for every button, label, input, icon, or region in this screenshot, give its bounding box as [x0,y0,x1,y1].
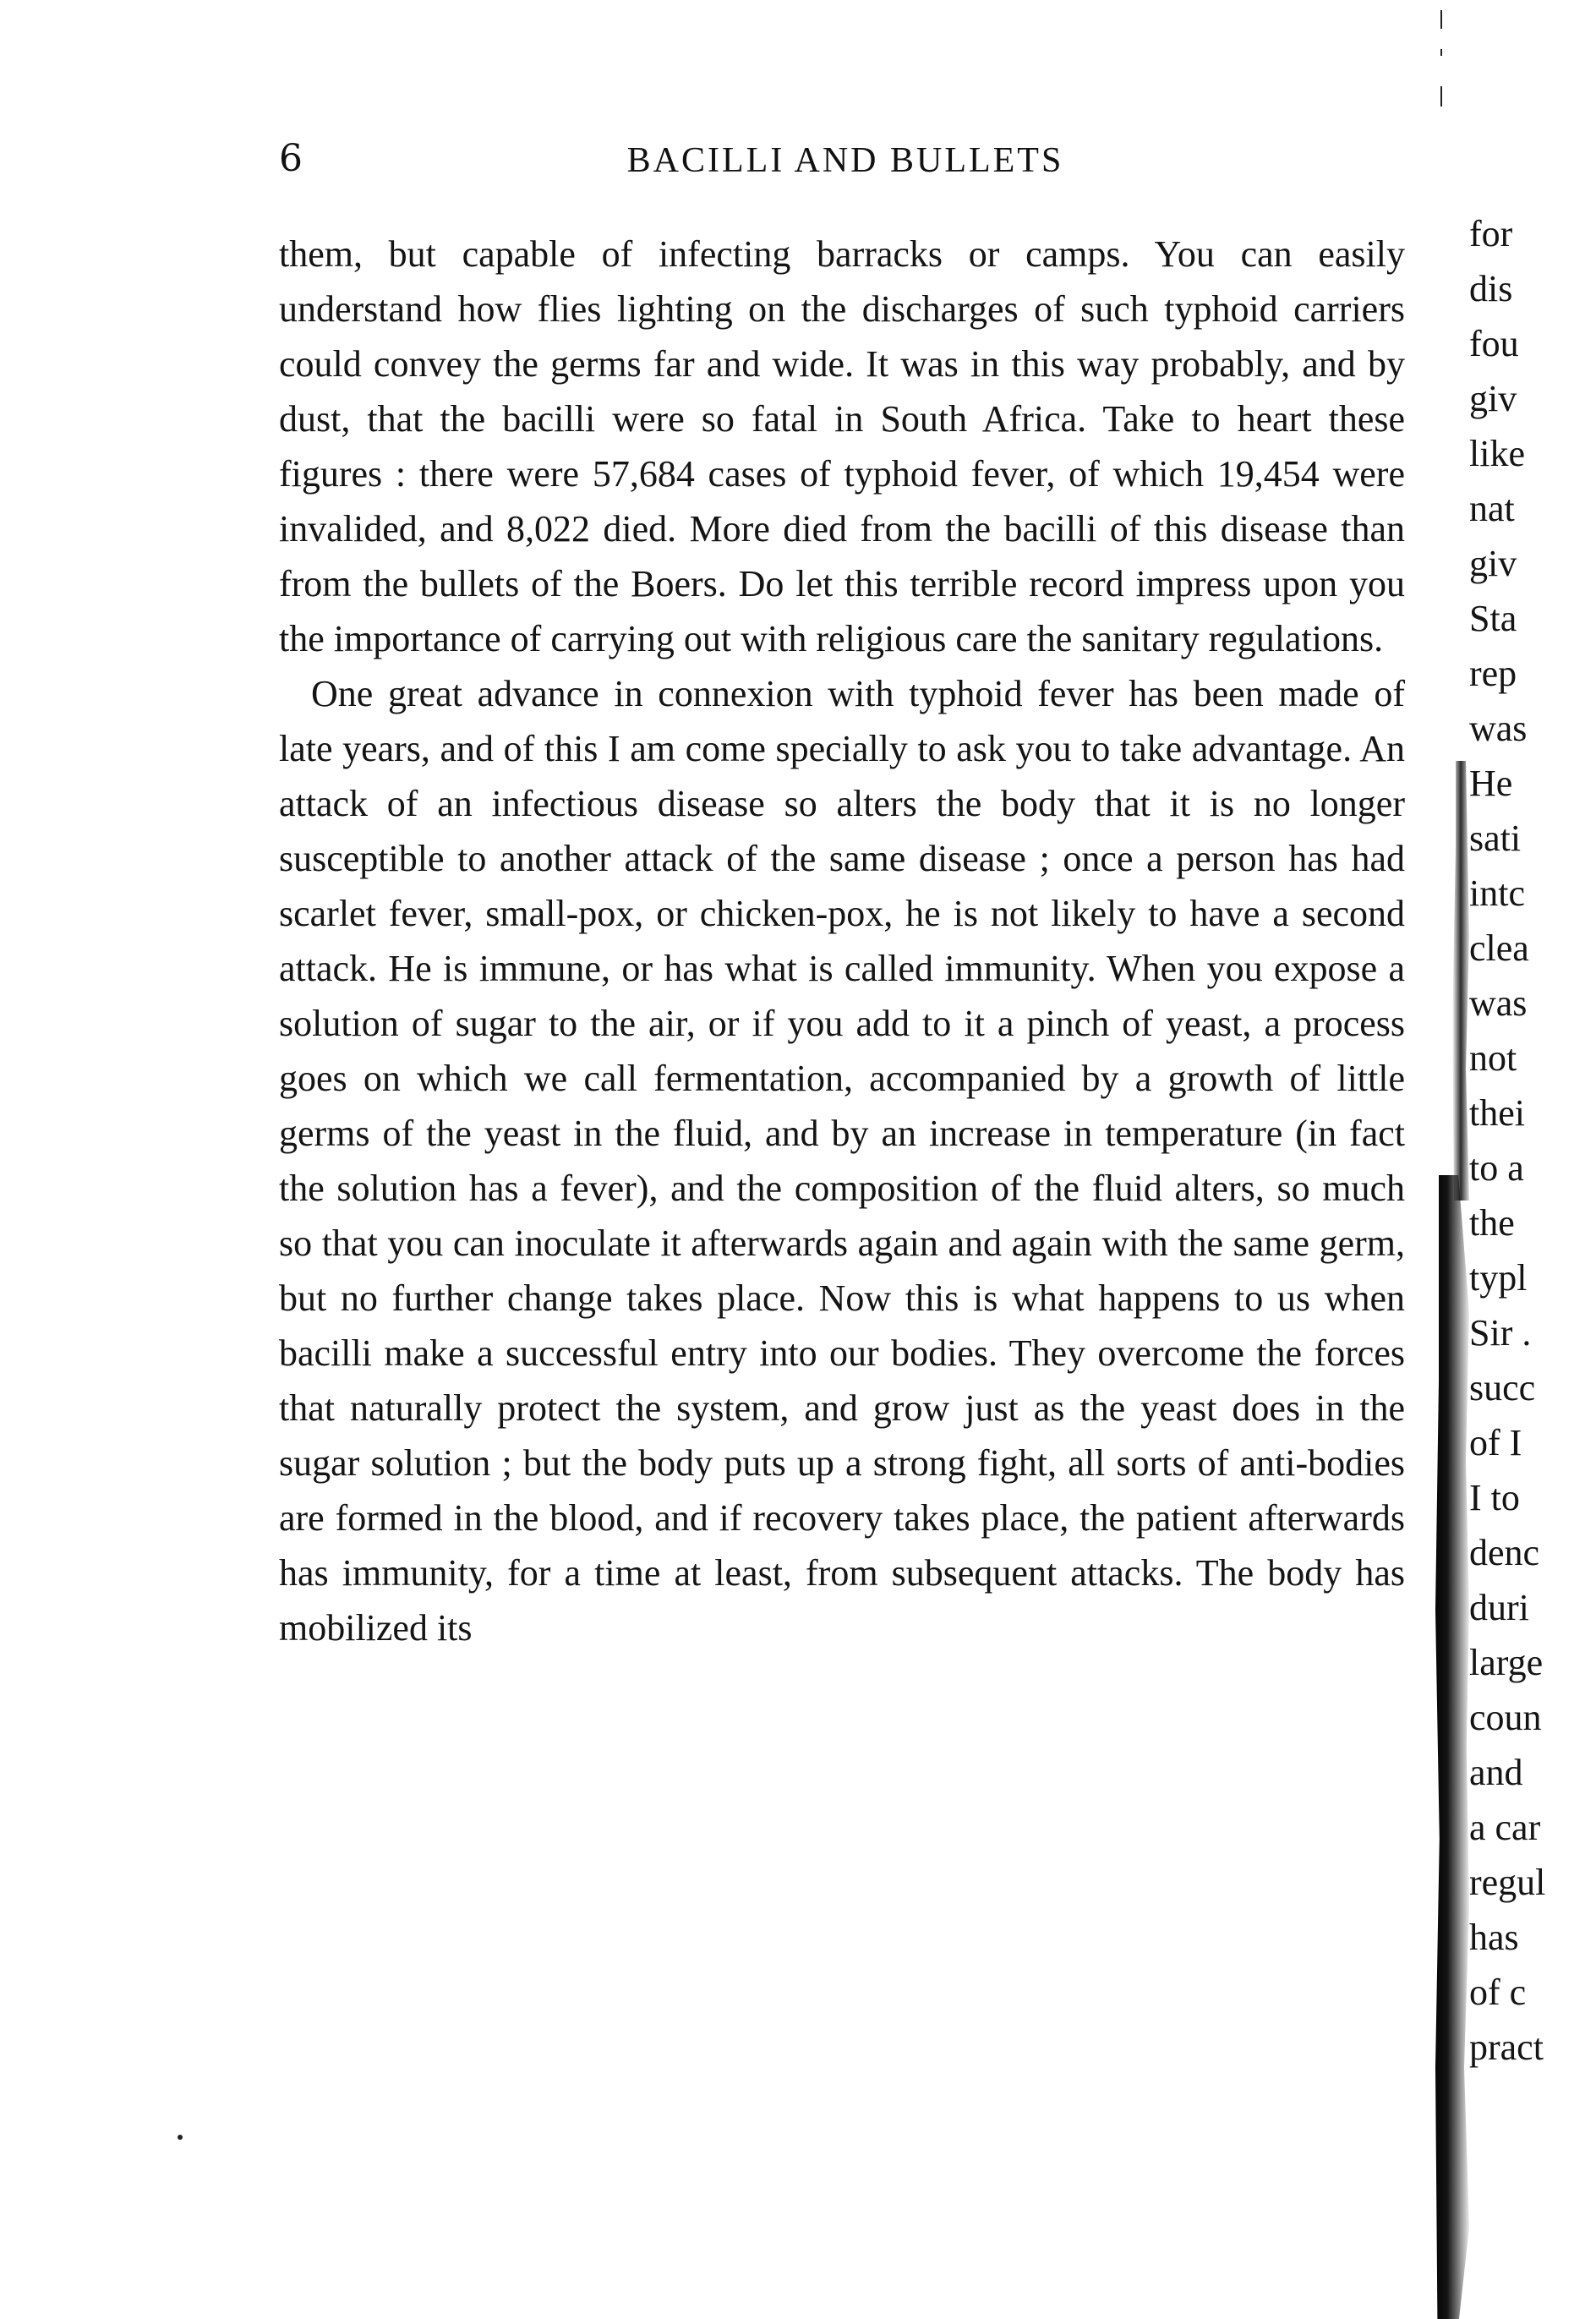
edge-fragment: giv [1469,378,1517,419]
edge-fragment: the [1469,1202,1515,1244]
binding-shadow [1435,1175,1469,2319]
edge-fragment: a car [1469,1807,1541,1848]
edge-fragment: clea [1469,927,1529,969]
print-speck [178,2135,183,2140]
edge-fragment: and [1469,1752,1523,1793]
edge-fragment: duri [1469,1587,1529,1628]
edge-fragment: like [1469,433,1525,474]
running-head [279,127,1412,194]
edge-fragment: giv [1469,543,1517,584]
edge-fragment: not [1469,1037,1517,1079]
edge-fragment: rep [1469,653,1517,694]
edge-fragment: denc [1469,1532,1540,1573]
edge-fragment: has [1469,1917,1519,1958]
page-number: 6 [279,137,303,180]
edge-fragment: nat [1469,488,1515,529]
edge-fragment: thei [1469,1092,1525,1134]
edge-fragment: was [1469,708,1528,749]
edge-fragment: succ [1469,1367,1536,1408]
edge-fragment: large [1469,1642,1544,1683]
main-text-block [279,227,1405,1655]
edge-fragment: sati [1469,818,1522,859]
paragraph-2: One great advance in connexion with typhoid fever has been made of late years, and of this I am come specially to ask you to take advantage. An attack of an infectious disease so alters the body that it is no longer susceptible to another attack of the same disease ; once a person has had scarlet fever, small-pox, or chicken-pox, he is not likely to have a second attack. He is immune, or has what is called immunity. When you expose a solution of sugar to the air, or if you add to it a pinch of yeast, a process goes on which we call fermentation, accompanied by a growth of little germs of the yeast in the fluid, and by an increase in temperature (in fact the solution has a fever), and the composition of the fluid alters, so much so that you can inoculate it afterwards again and again with the same germ, but no further change takes place. Now this is what happens to us when bacilli make a successful entry into our bodies. They overcome the forces that naturally protect the system, and grow just as the yeast does in the sugar solution ; but the body puts up a strong fight, all sorts of anti-bodies are formed in the blood, and if recovery takes place, the patient afterwards has immunity, for a time at least, from subsequent attacks. The body has mobilized its [279,673,1405,1649]
edge-fragment: to a [1469,1147,1524,1189]
edge-fragment: He [1469,763,1513,804]
paragraph-1: them, but capable of infecting barracks or camps. You can easily understand how flies lighting on the discharges of such typhoid carriers could convey the germs far and wide. It was in this way probably, and by dust, that the bacilli were so fatal in South Africa. Take to heart these figures : there were 57,684 cases of typhoid fever, of which 19,454 were invalided, and 8,022 died. More died from the bacilli of this disease than from the bullets of the Boers. Do let this terrible record impress upon you the importance of carrying out with religious care the sanitary regulations. [279,233,1405,659]
edge-fragment: fou [1469,323,1519,364]
edge-fragment: intc [1469,872,1525,914]
edge-fragment: dis [1469,268,1513,309]
edge-fragment: coun [1469,1697,1542,1738]
edge-fragment: for [1469,213,1513,254]
edge-fragment: I to [1469,1477,1520,1518]
page-title: BACILLI AND BULLETS [626,141,1064,180]
edge-fragment: typl [1469,1257,1528,1299]
edge-fragment: regul [1469,1862,1546,1903]
edge-fragment: pract [1469,2026,1544,2068]
edge-fragment: Sta [1469,598,1517,639]
binding-shadow-top [1452,761,1469,1201]
edge-fragment: of c [1469,1972,1527,2013]
adjacent-page-fragments [1469,0,1596,2319]
edge-fragment: of I [1469,1422,1522,1463]
adjacent-page-edge [1435,0,1596,2319]
edge-fragment: was [1469,982,1528,1024]
edge-fragment: Sir . [1469,1312,1532,1354]
